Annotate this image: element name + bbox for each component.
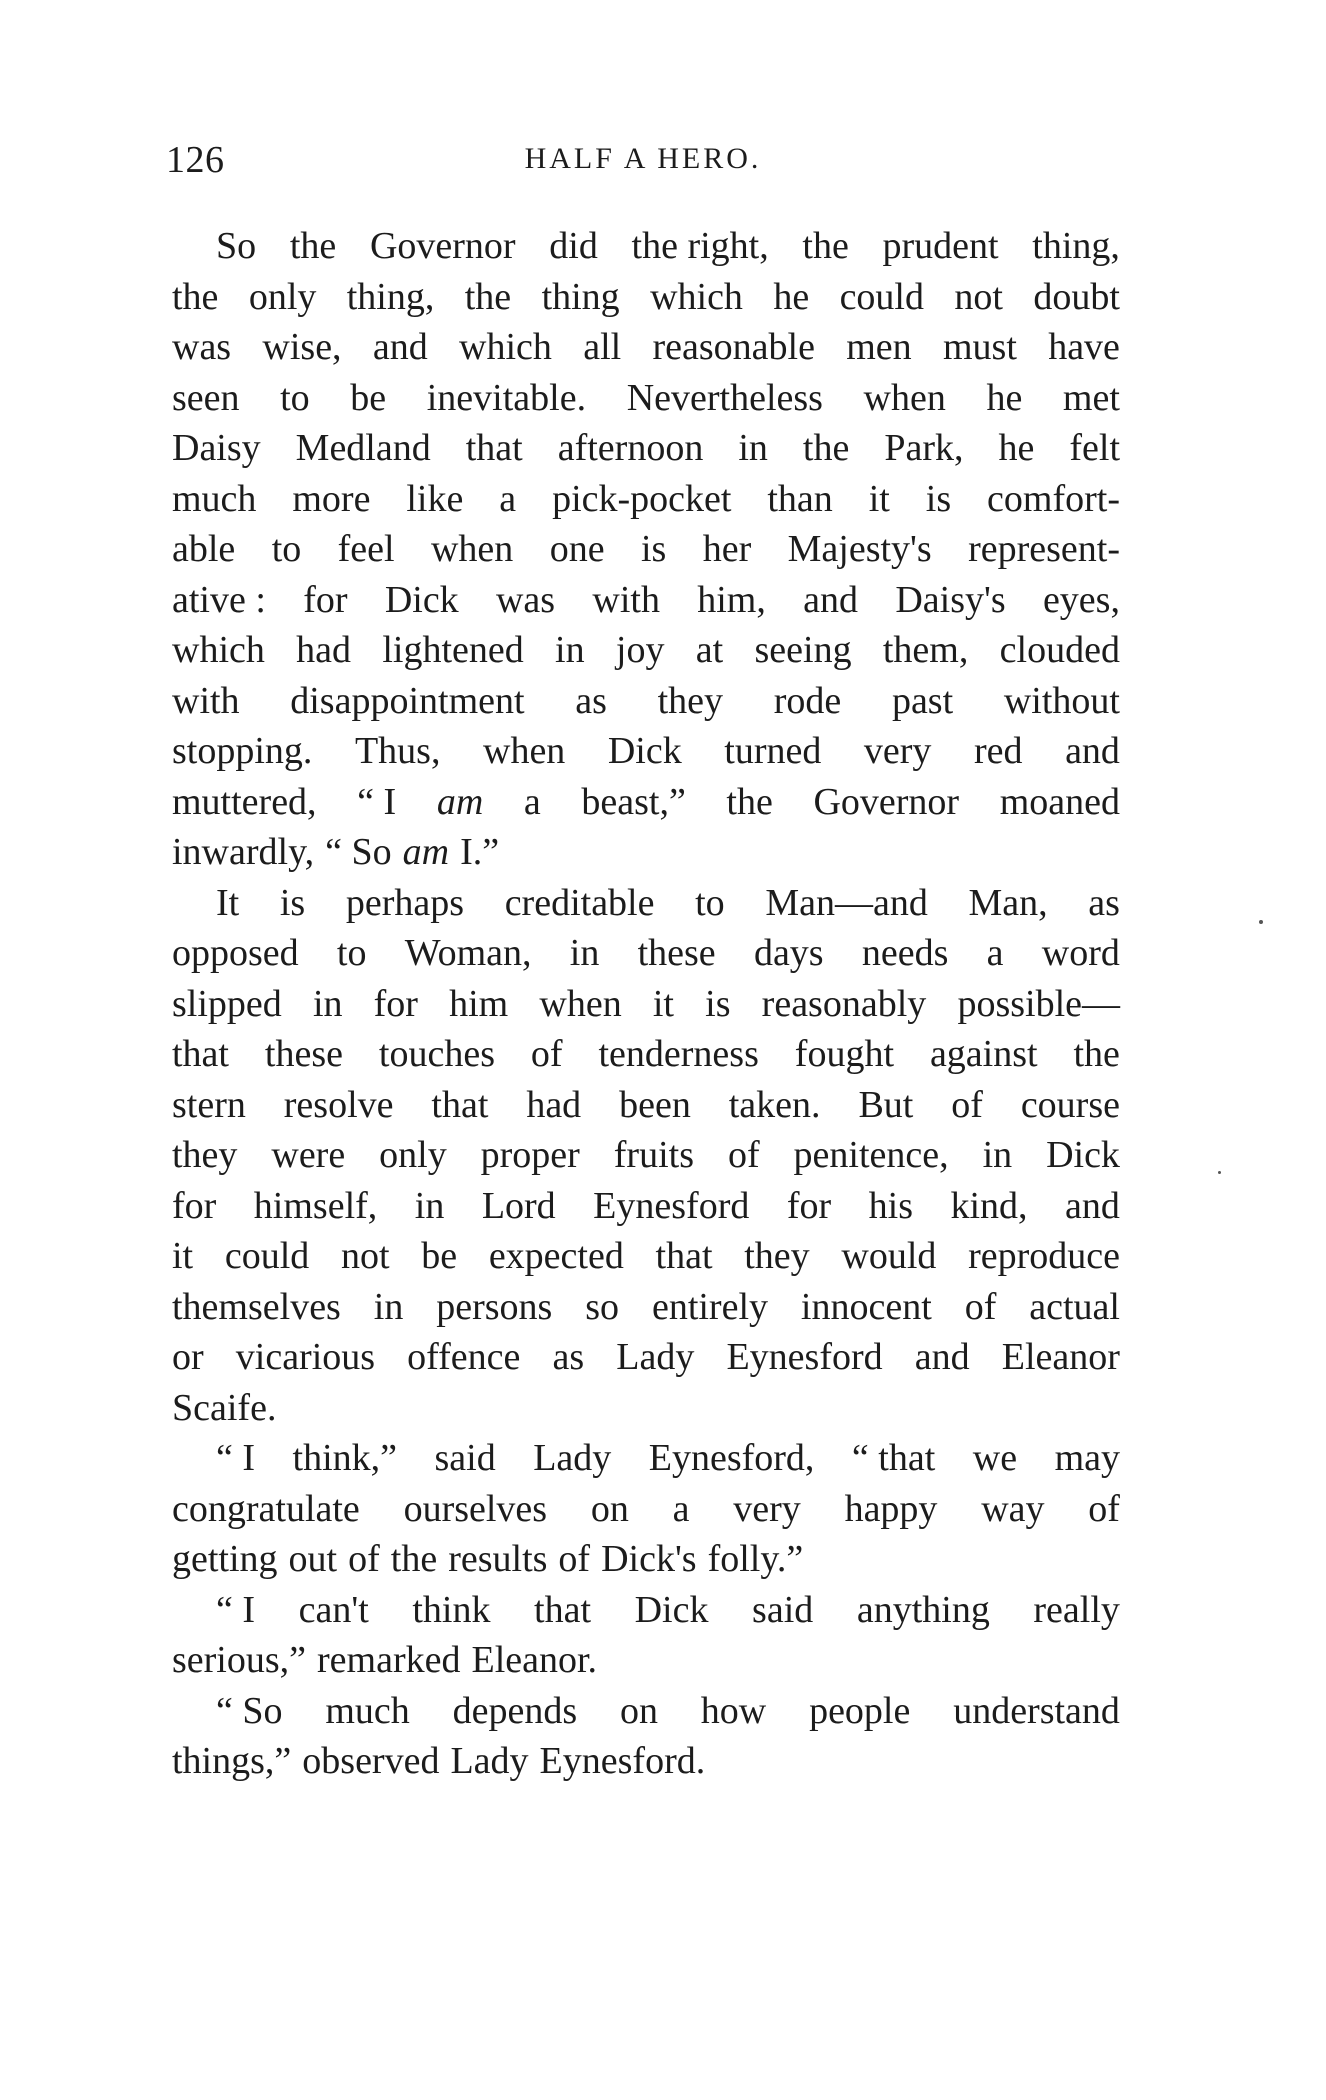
word: is bbox=[705, 982, 731, 1025]
word: “ I bbox=[216, 1437, 256, 1479]
word: expected bbox=[488, 1235, 624, 1277]
page-number: 126 bbox=[166, 139, 225, 181]
word: Dick bbox=[1046, 1134, 1120, 1176]
text-line bbox=[172, 1383, 1120, 1434]
word: eyes, bbox=[1042, 578, 1120, 621]
word: anything bbox=[856, 1588, 990, 1631]
word: Eynesford, bbox=[648, 1437, 815, 1479]
word: for bbox=[373, 982, 418, 1025]
word: is bbox=[279, 881, 306, 924]
word: afternoon bbox=[557, 427, 704, 469]
word: perhaps bbox=[345, 881, 465, 924]
word: not bbox=[340, 1235, 390, 1277]
word: I.” bbox=[460, 831, 500, 873]
word: am bbox=[436, 780, 484, 823]
word: am bbox=[402, 831, 450, 873]
word: moaned bbox=[999, 780, 1120, 823]
word: Dick bbox=[634, 1588, 709, 1631]
text-line bbox=[172, 1433, 1120, 1484]
word: Dick bbox=[607, 730, 682, 772]
text-line bbox=[172, 1080, 1120, 1131]
word: Lady bbox=[616, 1336, 695, 1378]
word: more bbox=[292, 477, 371, 520]
word: only bbox=[248, 275, 317, 318]
text-line bbox=[172, 1181, 1120, 1232]
word: or bbox=[172, 1336, 204, 1378]
word: very bbox=[733, 1487, 801, 1530]
word: opposed bbox=[172, 932, 299, 974]
word: a bbox=[986, 932, 1004, 974]
word: had bbox=[296, 629, 352, 671]
word: been bbox=[619, 1083, 691, 1126]
word: met bbox=[1062, 376, 1120, 419]
word: that bbox=[465, 427, 523, 469]
margin-speck bbox=[1259, 920, 1263, 924]
word: reasonably bbox=[761, 982, 927, 1025]
word: of bbox=[1088, 1487, 1120, 1530]
word: fruits bbox=[613, 1134, 694, 1176]
word: and bbox=[1065, 1184, 1120, 1227]
word: in bbox=[373, 1285, 404, 1328]
word: course bbox=[1020, 1083, 1120, 1126]
word: proper bbox=[480, 1134, 580, 1176]
word: think bbox=[412, 1588, 491, 1631]
text-line bbox=[172, 928, 1120, 979]
word: at bbox=[695, 629, 724, 671]
word: pick-pocket bbox=[552, 477, 732, 520]
word: the bbox=[802, 427, 850, 469]
word: can't bbox=[298, 1588, 369, 1631]
word: which bbox=[650, 275, 743, 318]
word: able bbox=[172, 528, 236, 570]
word: Woman, bbox=[404, 932, 532, 974]
word: which bbox=[459, 326, 552, 368]
word: his bbox=[868, 1184, 913, 1227]
word: fought bbox=[794, 1033, 895, 1075]
word: like bbox=[406, 477, 464, 520]
word: for bbox=[786, 1184, 832, 1227]
word: taken. bbox=[728, 1083, 821, 1126]
word: a bbox=[499, 477, 517, 520]
word: the bbox=[802, 225, 849, 267]
word: understand bbox=[953, 1689, 1120, 1732]
word: he bbox=[998, 427, 1035, 469]
word: which bbox=[172, 629, 265, 671]
running-title: HALF A HERO. bbox=[524, 142, 762, 175]
text-line bbox=[172, 1686, 1120, 1737]
word: they bbox=[657, 679, 724, 722]
word: be bbox=[421, 1235, 458, 1277]
word: that bbox=[655, 1235, 713, 1277]
word: congratulate bbox=[172, 1487, 360, 1530]
word: these bbox=[264, 1033, 343, 1075]
word: with bbox=[592, 578, 660, 621]
word: may bbox=[1054, 1437, 1120, 1479]
text-line bbox=[172, 625, 1120, 676]
text-line bbox=[172, 322, 1120, 373]
word: Man—and bbox=[765, 881, 928, 924]
word: all bbox=[583, 326, 622, 368]
word: It bbox=[216, 881, 240, 924]
word: the bbox=[289, 225, 337, 267]
paragraph bbox=[172, 1585, 1120, 1686]
word: the bbox=[172, 275, 219, 318]
word: slipped bbox=[172, 982, 282, 1025]
word: and bbox=[803, 578, 859, 621]
word: much bbox=[172, 477, 257, 520]
word: needs bbox=[861, 932, 949, 974]
word: of bbox=[530, 1033, 563, 1075]
word: could bbox=[224, 1235, 310, 1277]
word: way bbox=[981, 1487, 1045, 1530]
word: would bbox=[841, 1235, 937, 1277]
word: tenderness bbox=[598, 1033, 759, 1075]
word: Daisy's bbox=[895, 578, 1006, 621]
word: of bbox=[558, 1538, 591, 1580]
word: was bbox=[495, 578, 556, 621]
word: serious,” bbox=[172, 1639, 307, 1681]
word: Scaife. bbox=[172, 1386, 277, 1429]
word: red bbox=[973, 730, 1023, 772]
word: to bbox=[695, 881, 725, 924]
text-line bbox=[172, 524, 1120, 575]
word: so bbox=[585, 1285, 620, 1328]
word: inevitable. bbox=[426, 376, 587, 419]
word: in bbox=[738, 427, 768, 469]
word: and bbox=[372, 326, 428, 368]
word: comfort- bbox=[987, 477, 1120, 520]
word: stopping. bbox=[172, 730, 313, 772]
word: ourselves bbox=[403, 1487, 548, 1530]
word: Eleanor. bbox=[471, 1639, 598, 1681]
text-line bbox=[172, 1130, 1120, 1181]
paragraph bbox=[172, 1433, 1120, 1585]
word: innocent bbox=[800, 1285, 932, 1328]
word: it bbox=[172, 1235, 194, 1277]
word: out bbox=[288, 1538, 338, 1580]
word: and bbox=[1065, 730, 1120, 772]
word: Dick bbox=[384, 578, 459, 621]
word: in bbox=[569, 932, 600, 974]
text-line bbox=[172, 676, 1120, 727]
word: seeing bbox=[754, 629, 852, 671]
word: we bbox=[972, 1437, 1018, 1479]
word: past bbox=[891, 679, 954, 722]
margin-speck bbox=[1218, 1171, 1221, 1174]
paragraph bbox=[172, 221, 1120, 878]
text-line bbox=[172, 272, 1120, 323]
word: Eynesford bbox=[726, 1336, 883, 1378]
word: resolve bbox=[283, 1083, 394, 1126]
word: seen bbox=[172, 376, 240, 419]
word: he bbox=[986, 376, 1023, 419]
text-line bbox=[172, 777, 1120, 828]
text-line bbox=[172, 423, 1120, 474]
word: than bbox=[767, 477, 833, 520]
body-text bbox=[172, 221, 1120, 1787]
word: to bbox=[280, 376, 310, 419]
word: vicarious bbox=[235, 1336, 376, 1378]
text-line bbox=[172, 1231, 1120, 1282]
word: disappointment bbox=[290, 679, 525, 722]
word: word bbox=[1041, 932, 1120, 974]
word: “ So bbox=[216, 1689, 283, 1732]
word: stern bbox=[172, 1083, 246, 1126]
running-head bbox=[166, 138, 1120, 188]
word: doubt bbox=[1033, 275, 1120, 318]
word: could bbox=[839, 275, 924, 318]
word: inwardly, bbox=[172, 831, 315, 873]
word: had bbox=[526, 1083, 582, 1126]
word: lightened bbox=[382, 629, 524, 671]
word: Lord bbox=[481, 1184, 556, 1227]
word: things,” bbox=[172, 1740, 292, 1782]
word: Eynesford bbox=[593, 1184, 750, 1227]
word: as bbox=[575, 679, 607, 722]
word: the right, bbox=[631, 225, 769, 267]
word: against bbox=[929, 1033, 1038, 1075]
word: much bbox=[325, 1689, 410, 1732]
word: Eleanor bbox=[1001, 1336, 1120, 1378]
word: to bbox=[336, 932, 367, 974]
word: Eynesford. bbox=[539, 1740, 706, 1782]
text-line bbox=[172, 474, 1120, 525]
word: a bbox=[672, 1487, 690, 1530]
word: with bbox=[172, 679, 240, 722]
word: thing, bbox=[1032, 225, 1120, 267]
word: the bbox=[726, 780, 773, 823]
text-line bbox=[172, 1332, 1120, 1383]
word: for bbox=[172, 1184, 217, 1227]
word: Man, bbox=[968, 881, 1048, 924]
word: joy bbox=[615, 629, 665, 671]
text-line bbox=[172, 979, 1120, 1030]
word: “ that bbox=[851, 1437, 936, 1479]
text-line bbox=[172, 221, 1120, 272]
word: thing bbox=[541, 275, 620, 318]
word: the bbox=[390, 1538, 438, 1580]
word: reproduce bbox=[968, 1235, 1120, 1277]
word: that bbox=[172, 1033, 229, 1075]
word: But bbox=[858, 1083, 914, 1126]
text-line bbox=[172, 373, 1120, 424]
text-line bbox=[172, 1282, 1120, 1333]
word: without bbox=[1003, 679, 1120, 722]
word: how bbox=[700, 1689, 767, 1732]
word: prudent bbox=[882, 225, 999, 267]
paragraph bbox=[172, 1686, 1120, 1787]
word: for bbox=[303, 578, 348, 621]
word: “ So bbox=[325, 831, 392, 873]
word: Medland bbox=[295, 427, 431, 469]
text-line bbox=[172, 878, 1120, 929]
word: Nevertheless bbox=[626, 376, 823, 419]
word: these bbox=[637, 932, 716, 974]
word: results bbox=[448, 1538, 548, 1580]
word: muttered, bbox=[172, 780, 317, 823]
word: rode bbox=[773, 679, 842, 722]
word: a bbox=[523, 780, 541, 823]
word: really bbox=[1033, 1588, 1120, 1631]
text-line bbox=[172, 1585, 1120, 1636]
word: very bbox=[863, 730, 932, 772]
word: they bbox=[172, 1134, 238, 1176]
word: “ I bbox=[216, 1588, 256, 1631]
word: the bbox=[464, 275, 512, 318]
word: Park, bbox=[884, 427, 964, 469]
word: said bbox=[752, 1588, 814, 1631]
word: thing, bbox=[346, 275, 435, 318]
word: clouded bbox=[999, 629, 1120, 671]
word: he bbox=[773, 275, 810, 318]
word: to bbox=[271, 528, 302, 570]
word: of bbox=[951, 1083, 983, 1126]
word: it bbox=[652, 982, 674, 1025]
word: the bbox=[1073, 1033, 1120, 1075]
word: folly.” bbox=[707, 1538, 804, 1580]
word: was bbox=[172, 326, 232, 368]
word: men bbox=[846, 326, 912, 368]
word: days bbox=[753, 932, 824, 974]
word: when bbox=[483, 730, 566, 772]
word: offence bbox=[407, 1336, 521, 1378]
text-line bbox=[172, 1484, 1120, 1535]
word: observed bbox=[302, 1740, 440, 1782]
word: getting bbox=[172, 1538, 278, 1580]
word: Thus, bbox=[354, 730, 441, 772]
word: Majesty's bbox=[787, 528, 932, 570]
word: himself, bbox=[253, 1184, 378, 1227]
word: were bbox=[271, 1134, 346, 1176]
word: said bbox=[434, 1437, 496, 1479]
word: possible— bbox=[957, 982, 1120, 1025]
word: think,” bbox=[292, 1437, 397, 1479]
word: is bbox=[925, 477, 952, 520]
word: in bbox=[555, 629, 585, 671]
word: represent- bbox=[968, 528, 1120, 570]
word: ative : bbox=[172, 578, 266, 621]
word: remarked bbox=[317, 1639, 461, 1681]
word: Lady bbox=[450, 1740, 529, 1782]
word: entirely bbox=[651, 1285, 769, 1328]
word: have bbox=[1048, 326, 1120, 368]
word: of bbox=[348, 1538, 380, 1580]
word: wise, bbox=[262, 326, 342, 368]
text-line bbox=[172, 1736, 1120, 1787]
word: only bbox=[379, 1134, 447, 1176]
word: as bbox=[1088, 881, 1120, 924]
word: her bbox=[702, 528, 752, 570]
word: actual bbox=[1029, 1285, 1120, 1328]
word: kind, bbox=[950, 1184, 1028, 1227]
word: feel bbox=[337, 528, 395, 570]
word: So bbox=[216, 225, 257, 267]
paragraph bbox=[172, 878, 1120, 1434]
word: penitence, bbox=[793, 1134, 949, 1176]
word: of bbox=[727, 1134, 760, 1176]
word: must bbox=[942, 326, 1017, 368]
word: be bbox=[350, 376, 387, 419]
word: creditable bbox=[504, 881, 655, 924]
word: it bbox=[868, 477, 890, 520]
word: beast,” bbox=[581, 780, 686, 823]
text-line bbox=[172, 1635, 1120, 1686]
word: they bbox=[744, 1235, 810, 1277]
word: touches bbox=[378, 1033, 495, 1075]
word: people bbox=[809, 1689, 911, 1732]
word: that bbox=[534, 1588, 592, 1631]
word: felt bbox=[1069, 427, 1120, 469]
text-line bbox=[172, 575, 1120, 626]
word: Governor bbox=[369, 225, 516, 267]
text-line bbox=[172, 726, 1120, 777]
word: Lady bbox=[533, 1437, 612, 1479]
word: in bbox=[312, 982, 343, 1025]
word: depends bbox=[452, 1689, 578, 1732]
word: themselves bbox=[172, 1285, 341, 1328]
word: that bbox=[431, 1083, 489, 1126]
text-line bbox=[172, 1534, 1120, 1585]
word: Dick's bbox=[601, 1538, 697, 1580]
word: did bbox=[549, 225, 598, 267]
word: on bbox=[590, 1487, 629, 1530]
word: him bbox=[449, 982, 509, 1025]
word: as bbox=[552, 1336, 585, 1378]
word: Daisy bbox=[172, 427, 261, 469]
word: when bbox=[539, 982, 622, 1025]
word: Governor bbox=[813, 780, 960, 823]
word: turned bbox=[724, 730, 822, 772]
word: happy bbox=[844, 1487, 938, 1530]
word: in bbox=[982, 1134, 1013, 1176]
word: persons bbox=[436, 1285, 553, 1328]
word: him, bbox=[697, 578, 766, 621]
text-line bbox=[172, 1029, 1120, 1080]
word: one bbox=[549, 528, 605, 570]
word: “ I bbox=[357, 780, 397, 823]
word: on bbox=[619, 1689, 658, 1732]
word: reasonable bbox=[652, 326, 815, 368]
word: of bbox=[964, 1285, 997, 1328]
word: them, bbox=[882, 629, 969, 671]
word: is bbox=[640, 528, 667, 570]
word: and bbox=[914, 1336, 970, 1378]
word: not bbox=[954, 275, 1003, 318]
word: when bbox=[863, 376, 946, 419]
word: when bbox=[430, 528, 514, 570]
word: in bbox=[414, 1184, 445, 1227]
text-line bbox=[172, 827, 1120, 878]
